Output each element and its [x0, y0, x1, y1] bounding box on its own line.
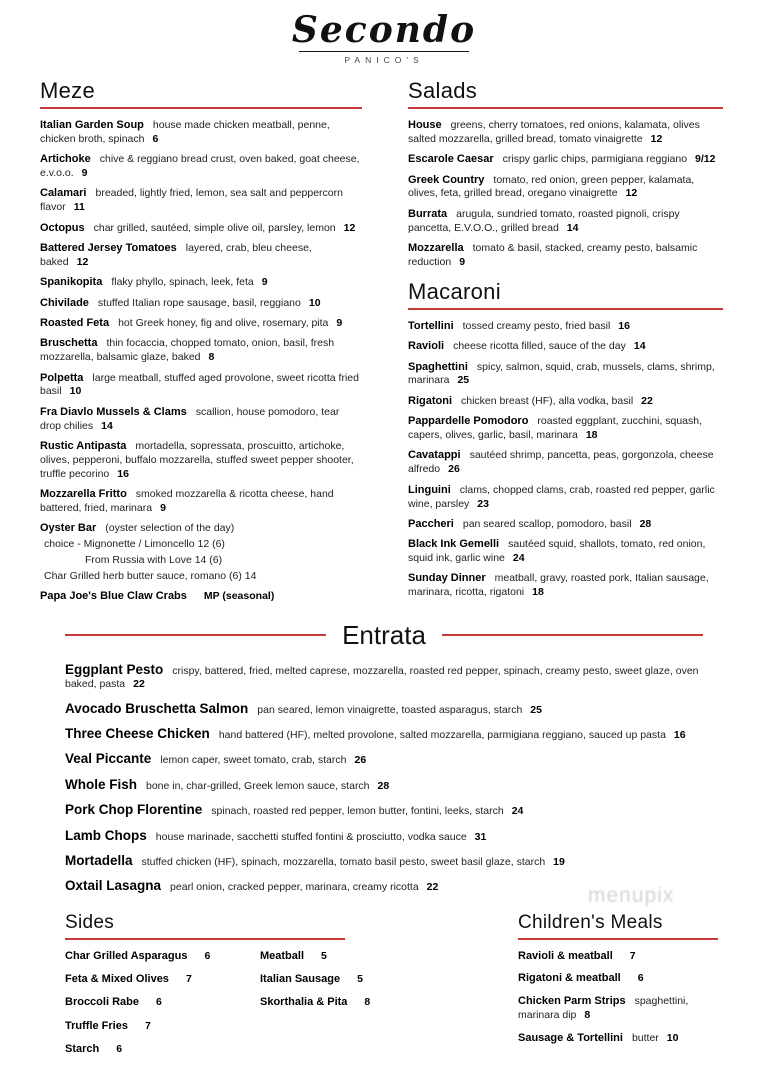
menu-item — [408, 448, 723, 477]
item-name: Pork Chop Florentine — [65, 802, 203, 818]
item-description: roasted eggplant, zucchini, squash, capers, olives, garlic, basil, marinara — [408, 415, 703, 442]
item-description: stuffed chicken (HF), spinach, mozzarella, tomato basil pesto, sweet basil glaze, starch — [141, 855, 546, 868]
item-name: Char Grilled Asparagus — [65, 949, 188, 962]
menu-item — [65, 972, 260, 987]
item-price: 6 — [152, 132, 159, 145]
menu-item — [408, 571, 723, 600]
item-price: 25 — [457, 374, 470, 387]
item-price: 18 — [585, 429, 598, 442]
item-description: house made chicken meatball, penne, chicken broth, spinach — [40, 118, 330, 145]
menu-item — [408, 241, 723, 270]
menu-item — [518, 1031, 718, 1046]
childrens-items — [518, 949, 718, 1046]
menu-item — [40, 405, 362, 434]
item-name: Rustic Antipasta — [40, 439, 127, 452]
restaurant-logo — [0, 0, 768, 65]
item-price: 9/12 — [695, 153, 716, 166]
item-name: Sunday Dinner — [408, 572, 486, 585]
item-price: 10 — [666, 1031, 679, 1044]
item-name: Roasted Feta — [40, 316, 110, 329]
item-price: 12 — [76, 255, 89, 268]
menu-item — [40, 316, 362, 331]
item-description: sautéed squid, shallots, tomato, red onion, squid ink, garlic wine — [408, 538, 706, 565]
menu-item — [408, 414, 723, 443]
menu-item — [408, 207, 723, 236]
item-name: Paccheri — [408, 517, 454, 530]
item-description: hot Greek honey, fig and olive, rosemary, pita — [118, 316, 329, 329]
item-price: MP (seasonal) — [203, 590, 275, 603]
item-description: large meatball, stuffed aged provolone, sweet ricotta fried basil — [40, 371, 359, 398]
item-name: Broccoli Rabe — [65, 996, 139, 1009]
section-salads — [408, 79, 723, 270]
item-description: chicken breast (HF), alla vodka, basil — [461, 394, 634, 407]
item-description: tomato, red onion, green pepper, kalamata, olives, feta, grilled bread, oregano vinaigrette — [408, 173, 695, 200]
item-name: Three Cheese Chicken — [65, 726, 210, 742]
logo-subtitle: PANICO'S — [344, 54, 424, 65]
item-price: 22 — [426, 881, 439, 894]
item-price: 11 — [73, 201, 85, 214]
item-name: Spaghettini — [408, 360, 468, 373]
menu-item — [65, 1042, 260, 1057]
item-price: 23 — [477, 497, 489, 510]
item-price: 24 — [512, 552, 525, 565]
section-childrens-meals — [518, 913, 718, 1065]
item-description: lemon caper, sweet tomato, crab, starch — [160, 754, 347, 767]
section-rule-salads — [408, 107, 723, 109]
menu-item — [408, 394, 723, 409]
item-description: house marinade, sacchetti stuffed fontini & prosciutto, vodka sauce — [155, 830, 467, 843]
item-name: Burrata — [408, 207, 448, 220]
menu-item — [408, 483, 723, 512]
item-description: pan seared, lemon vinaigrette, toasted asparagus, starch — [257, 703, 523, 716]
item-price: 14 — [633, 340, 646, 353]
menu-item — [65, 700, 708, 718]
item-name: Rigatoni — [408, 394, 452, 407]
item-price: 14 — [566, 221, 579, 234]
item-name: Tortellini — [408, 319, 454, 332]
menu-item — [65, 827, 708, 845]
menu-item — [408, 173, 723, 202]
sides-column-1 — [65, 949, 260, 1065]
section-rule-meze — [40, 107, 362, 109]
item-name: Bruschetta — [40, 337, 98, 350]
item-description: arugula, sundried tomato, roasted pignoli, crispy pancetta, E.V.O.O., grilled bread — [408, 207, 680, 234]
item-name: Mozzarella Fritto — [40, 488, 127, 501]
item-price: 9 — [81, 167, 88, 180]
bottom-sections — [0, 903, 768, 1065]
menu-item — [408, 360, 723, 389]
item-description: thin focaccia, chopped tomato, onion, basil, fresh mozzarella, balsamic glaze, baked — [40, 337, 335, 364]
item-price: 6 — [637, 972, 644, 985]
item-name: Rigatoni & meatball — [518, 972, 621, 985]
item-description: pan seared scallop, pomodoro, basil — [462, 517, 632, 530]
salads-items — [408, 118, 723, 270]
item-name: Sausage & Tortellini — [518, 1031, 623, 1044]
item-name: Calamari — [40, 187, 87, 200]
item-name: Ravioli — [408, 340, 445, 353]
item-price: 19 — [553, 855, 565, 868]
menupix-watermark: menupix — [588, 884, 675, 907]
entrata-rule-right — [442, 634, 703, 636]
item-description: hand battered (HF), melted provolone, salted mozzarella, parmigiana reggiano, sauced up pasta — [218, 729, 666, 742]
item-name: Linguini — [408, 483, 451, 496]
item-price: 7 — [185, 972, 192, 985]
menu-item — [40, 186, 362, 215]
item-price: 5 — [321, 949, 327, 962]
item-description: sautéed shrimp, pancetta, peas, gorgonzola, cheese alfredo — [408, 449, 714, 476]
item-name: Italian Garden Soup — [40, 118, 144, 131]
menu-item — [40, 152, 362, 181]
item-price: 6 — [155, 996, 162, 1009]
left-column — [40, 79, 362, 610]
item-name: Ravioli & meatball — [518, 949, 613, 962]
item-price: 16 — [618, 319, 630, 332]
item-name: Greek Country — [408, 173, 485, 186]
item-price: 8 — [584, 1009, 591, 1022]
item-description: tomato & basil, stacked, creamy pesto, balsamic reduction — [408, 242, 698, 268]
item-price: 10 — [308, 296, 321, 309]
item-description: clams, chopped clams, crab, roasted red pepper, garlic wine, parsley — [408, 483, 715, 510]
menu-item — [408, 152, 723, 167]
item-name: Italian Sausage — [260, 972, 341, 985]
item-price: 22 — [133, 678, 145, 691]
menu-item — [260, 949, 410, 964]
item-price: 16 — [117, 467, 129, 480]
section-rule-macaroni — [408, 308, 723, 310]
item-name: Papa Joe's Blue Claw Crabs — [40, 590, 187, 603]
item-price: 7 — [629, 949, 636, 962]
item-name: Whole Fish — [65, 776, 137, 792]
sides-column-2 — [260, 949, 410, 1065]
section-title-salads: Salads — [408, 77, 478, 103]
item-name: Avocado Bruschetta Salmon — [65, 700, 249, 716]
item-name: Chivilade — [40, 296, 89, 309]
item-description: crispy garlic chips, parmigiana reggiano — [502, 153, 688, 166]
menu-item — [40, 118, 362, 147]
item-name: Escarole Caesar — [408, 153, 494, 166]
section-rule-childrens — [518, 938, 718, 940]
item-name: Meatball — [260, 949, 305, 962]
item-name: House — [408, 118, 442, 131]
item-name: Octopus — [40, 221, 85, 234]
item-price: 5 — [357, 972, 363, 985]
item-name: Chicken Parm Strips — [518, 995, 626, 1008]
menu-item — [40, 336, 362, 365]
menu-item — [65, 1019, 260, 1034]
item-name: Veal Piccante — [65, 751, 152, 767]
menu-columns — [0, 65, 768, 610]
item-description: (oyster selection of the day) — [105, 522, 235, 535]
item-description: tossed creamy pesto, fried basil — [462, 319, 611, 332]
item-name: Mortadella — [65, 852, 133, 868]
item-description: butter — [631, 1031, 659, 1044]
menu-item — [65, 661, 708, 693]
item-description: spaghettini, marinara dip — [518, 995, 689, 1022]
item-description: bone in, char-grilled, Greek lemon sauce, starch — [146, 779, 370, 792]
item-name: Lamb Chops — [65, 827, 147, 843]
item-subline: choice - Mignonette / Limoncello 12 (6) — [44, 538, 225, 551]
item-price: 7 — [144, 1019, 151, 1032]
item-name: Feta & Mixed Olives — [65, 972, 169, 985]
item-price: 26 — [354, 754, 367, 767]
menu-item — [408, 537, 723, 566]
item-price: 22 — [641, 394, 653, 407]
menu-item — [40, 275, 362, 290]
item-description: char grilled, sautéed, simple olive oil, parsley, lemon — [93, 221, 336, 234]
item-description: meatball, gravy, roasted pork, Italian sausage, marinara, ricotta, rigatoni — [408, 572, 709, 599]
entrata-header — [65, 620, 703, 651]
item-name: Starch — [65, 1042, 100, 1055]
menu-item — [518, 971, 718, 986]
section-sides — [65, 913, 435, 1065]
item-price: 16 — [673, 729, 686, 742]
menu-item — [65, 750, 708, 768]
item-description: smoked mozzarella & ricotta cheese, hand battered, fried, marinara — [40, 488, 334, 514]
item-name: Truffle Fries — [65, 1019, 128, 1032]
item-name: Pappardelle Pomodoro — [408, 415, 529, 428]
menu-item — [40, 371, 362, 400]
section-macaroni — [408, 280, 723, 600]
item-description: spinach, roasted red pepper, lemon butter, fontini, leeks, starch — [211, 805, 504, 818]
meze-items — [40, 118, 362, 604]
menu-item — [65, 776, 708, 794]
item-price: 9 — [160, 501, 166, 514]
item-name: Mozzarella — [408, 242, 464, 254]
item-price: 8 — [208, 351, 215, 364]
item-name: Spanikopita — [40, 276, 103, 289]
item-description: greens, cherry tomatoes, red onions, kalamata, olives salted mozzarella, grilled bread, tomato vinaigrette — [408, 118, 700, 145]
menu-item — [40, 521, 362, 583]
item-price: 8 — [364, 996, 371, 1009]
item-name: Oxtail Lasagna — [65, 878, 162, 894]
entrata-rule-left — [65, 634, 326, 636]
item-description: layered, crab, bleu cheese, baked — [40, 242, 312, 268]
item-price: 26 — [448, 463, 460, 476]
menu-item — [518, 949, 718, 964]
item-subline: From Russia with Love 14 (6) — [85, 553, 223, 566]
entrata-items — [0, 661, 768, 896]
item-price: 18 — [532, 586, 544, 599]
menu-item — [260, 972, 410, 987]
item-price: 31 — [474, 830, 487, 843]
item-description: scallion, house pomodoro, tear drop chilies — [40, 405, 340, 432]
item-description: spicy, salmon, squid, crab, mussels, clams, shrimp, marinara — [408, 360, 715, 387]
item-name: Artichoke — [40, 153, 91, 166]
menu-item — [40, 487, 362, 516]
item-price: 24 — [511, 805, 524, 818]
item-name: Fra Diavlo Mussels & Clams — [40, 405, 187, 418]
menu-item — [260, 995, 410, 1010]
item-description: mortadella, sopressata, proscuitto, artichoke, olives, pepperoni, buffalo mozzarella, stuffed sweet pepper shooter, truffle pecorino — [40, 439, 354, 480]
menu-item — [408, 517, 723, 532]
item-price: 25 — [530, 703, 542, 716]
item-name: Cavatappi — [408, 449, 461, 462]
menu-item — [40, 221, 362, 236]
menu-item — [40, 296, 362, 311]
menu-item — [65, 801, 708, 819]
right-column — [408, 79, 723, 610]
menu-item — [40, 439, 362, 482]
menu-item — [65, 949, 260, 964]
macaroni-items — [408, 319, 723, 600]
item-subline: Char Grilled herb butter sauce, romano (6) 14 — [44, 569, 257, 582]
item-price: 9 — [459, 255, 466, 268]
item-description: cheese ricotta filled, sauce of the day — [453, 340, 626, 353]
item-name: Skorthalia & Pita — [260, 996, 348, 1009]
item-description: breaded, lightly fried, lemon, sea salt and peppercorn flavor — [40, 187, 343, 214]
menu-item — [40, 241, 362, 270]
item-price: 12 — [343, 221, 356, 234]
item-name: Black Ink Gemelli — [408, 538, 500, 551]
item-price: 9 — [261, 276, 268, 289]
section-title-sides: Sides — [65, 911, 115, 933]
menu-item — [408, 118, 723, 147]
item-description: pearl onion, cracked pepper, marinara, creamy ricotta — [170, 881, 419, 894]
menu-item — [65, 995, 260, 1010]
section-title-entrata: Entrata — [342, 619, 426, 650]
item-description: stuffed Italian rope sausage, basil, reggiano — [97, 296, 301, 309]
section-meze — [40, 79, 362, 604]
item-name: Polpetta — [40, 371, 84, 384]
item-price: 28 — [639, 517, 652, 530]
item-name: Battered Jersey Tomatoes — [40, 242, 177, 254]
section-title-childrens: Children's Meals — [518, 911, 663, 933]
item-description: flaky phyllo, spinach, leek, feta — [111, 276, 254, 289]
menu-item — [65, 852, 708, 870]
item-price: 28 — [377, 779, 390, 792]
item-price: 9 — [336, 316, 343, 329]
item-price: 6 — [116, 1042, 123, 1055]
item-description: crispy, battered, fried, melted caprese, mozzarella, roasted red pepper, spinach, creamy pesto, sweet glaze, oven baked, pasta — [65, 664, 699, 691]
item-description: chive & reggiano bread crust, oven baked, goat cheese, e.v.o.o. — [40, 153, 360, 180]
sides-columns — [65, 949, 435, 1065]
section-title-macaroni: Macaroni — [408, 278, 501, 304]
menu-item — [408, 319, 723, 334]
item-price: 6 — [204, 949, 211, 962]
item-price: 12 — [650, 132, 663, 145]
item-name: Eggplant Pesto — [65, 661, 164, 677]
item-price: 10 — [69, 385, 82, 398]
item-price: 12 — [625, 187, 638, 200]
section-title-meze: Meze — [40, 77, 95, 103]
item-name: Oyster Bar — [40, 522, 97, 535]
menu-item — [40, 589, 362, 604]
menu-item — [408, 339, 723, 354]
section-rule-sides — [65, 938, 345, 940]
logo-script-text: Secondo — [291, 9, 477, 51]
menu-item — [65, 725, 708, 743]
menu-item — [518, 994, 718, 1023]
item-price: 14 — [101, 419, 113, 432]
